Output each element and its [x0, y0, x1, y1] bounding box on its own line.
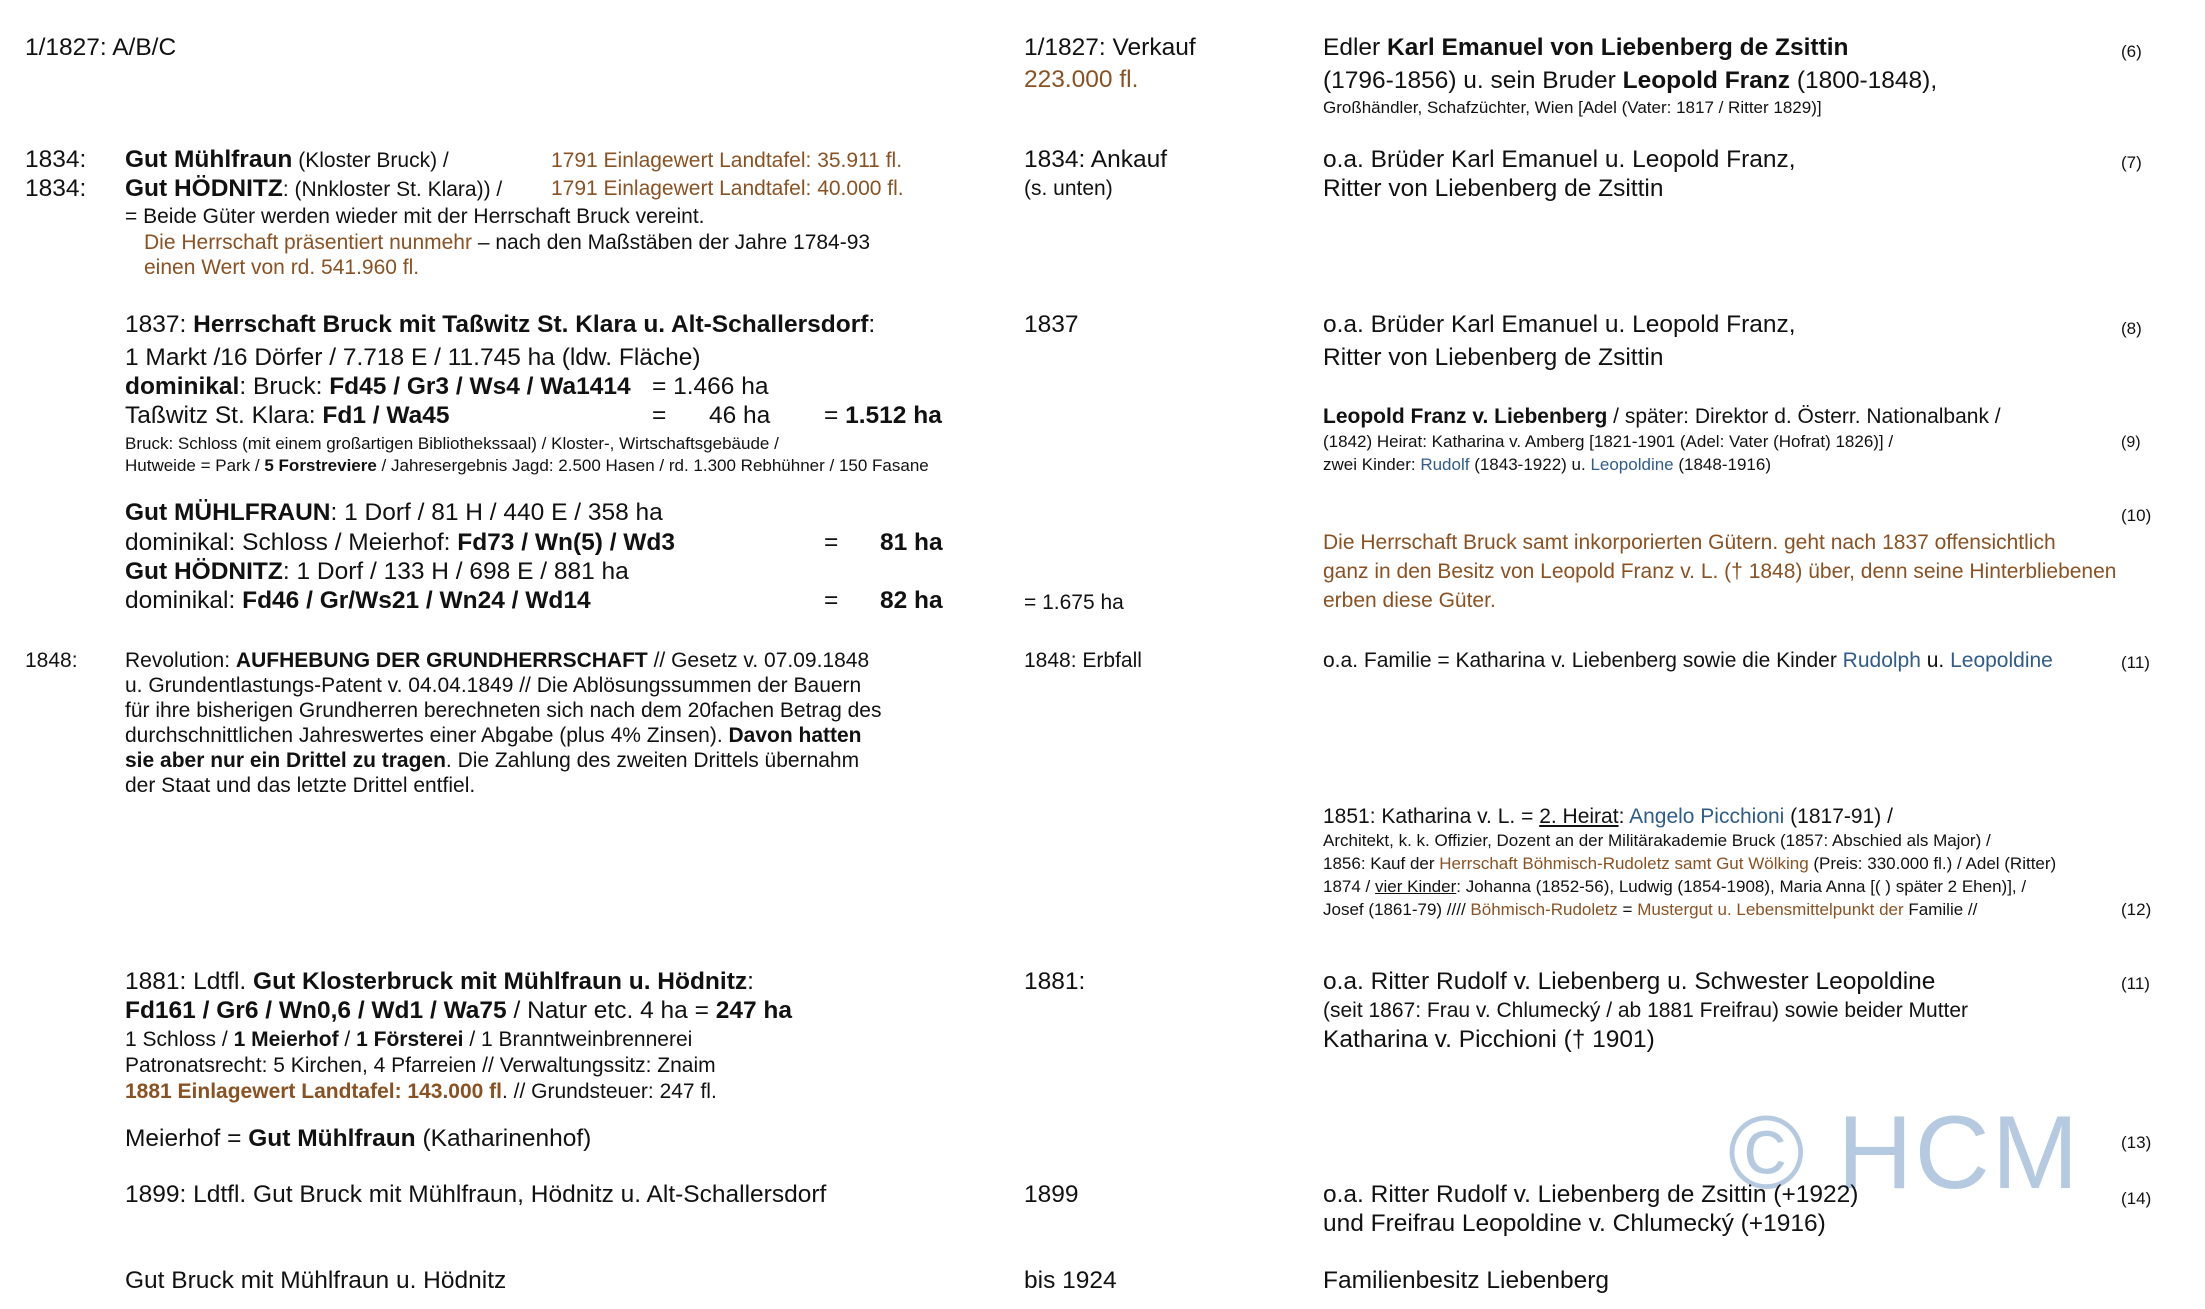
entry-muehlfraun-summary: Gut MÜHLFRAUN: 1 Dorf / 81 H / 440 E / 358 ha: [125, 499, 663, 526]
entry-leopold-marriage: (1842) Heirat: Katharina v. Amberg [1821-1901 (Adel: Vater (Hofrat) 1826)] /: [1323, 432, 1894, 451]
footnote-ref-13: (13): [2121, 1133, 2152, 1152]
entry-1899-year: 1899: [1024, 1181, 1079, 1208]
entry-1856-purchase: 1856: Kauf der Herrschaft Böhmisch-Rudoletz samt Gut Wölking (Preis: 330.000 fl.) / Adel (Ritter): [1323, 854, 2057, 873]
entry-muehlfraun-total: 81 ha: [880, 529, 943, 556]
entry-hoednitz-total: 82 ha: [880, 587, 943, 614]
entry-1924-owner: Familienbesitz Liebenberg: [1323, 1267, 1609, 1294]
entry-1848-owner: o.a. Familie = Katharina v. Liebenberg sowie die Kinder Rudolph u. Leopoldine: [1323, 649, 2053, 672]
entry-1834-value-note: Die Herrschaft präsentiert nunmehr – nach den Maßstäben der Jahre 1784-93: [144, 231, 871, 254]
entry-1837-tasswitz-total: 46 ha: [709, 402, 771, 429]
entry-1881-owner-line1: o.a. Ritter Rudolf v. Liebenberg u. Schwester Leopoldine: [1323, 968, 1936, 995]
entry-1881-patronage: Patronatsrecht: 5 Kirchen, 4 Pfarreien // Verwaltungssitz: Znaim: [125, 1054, 716, 1077]
entry-1837-tasswitz-eq: =: [652, 402, 667, 429]
entry-1837-bruck-parcels: dominikal: Bruck: Fd45 / Gr3 / Ws4 / Wa1414: [125, 373, 631, 400]
entry-1827-objects: 1/1827: A/B/C: [25, 34, 177, 61]
entry-leopold-children: zwei Kinder: Rudolf (1843-1922) u. Leopoldine (1848-1916): [1323, 455, 1771, 474]
entry-1837-owner-line2: Ritter von Liebenberg de Zsittin: [1323, 344, 1664, 371]
entry-1851-career: Architekt, k. k. Offizier, Dozent an der Militärakademie Bruck (1857: Abschied als Major) /: [1323, 831, 1991, 850]
entry-1834-year-b: 1834:: [25, 175, 87, 202]
entry-combined-total: = 1.675 ha: [1024, 591, 1124, 614]
footnote-ref-8: (8): [2121, 319, 2142, 338]
entry-muehlfraun-eq: =: [824, 529, 839, 556]
entry-1851-marriage: 1851: Katharina v. L. = 2. Heirat: Angelo Picchioni (1817-91) /: [1323, 805, 1893, 828]
entry-1827-owner-line1: Edler Karl Emanuel von Liebenberg de Zsittin: [1323, 34, 1849, 61]
entry-1837-hunting: Hutweide = Park / 5 Forstreviere / Jahresergebnis Jagd: 2.500 Hasen / rd. 1.300 Rebhühner / 150 Fasane: [125, 456, 929, 475]
entry-1848-line5: sie aber nur ein Drittel zu tragen. Die Zahlung des zweiten Drittels übernahm: [125, 749, 860, 772]
entry-1837-year: 1837: [1024, 311, 1079, 338]
entry-1834-estate-muehlfraun: Gut Mühlfraun (Kloster Bruck) /: [125, 146, 449, 173]
entry-inheritance-note-1: Die Herrschaft Bruck samt inkorporierten Gütern. geht nach 1837 offensichtlich: [1323, 531, 2056, 554]
entry-1834-owner-line1: o.a. Brüder Karl Emanuel u. Leopold Franz,: [1323, 146, 1796, 173]
entry-hoednitz-eq: =: [824, 587, 839, 614]
entry-1834-value-total: einen Wert von rd. 541.960 fl.: [144, 256, 420, 279]
entry-1848-line6: der Staat und das letzte Drittel entfiel.: [125, 774, 476, 797]
entry-inheritance-note-3: erben diese Güter.: [1323, 589, 1496, 612]
entry-1848-line4: durchschnittlichen Jahreswertes einer Abgabe (plus 4% Zinsen). Davon hatten: [125, 724, 862, 747]
entry-1837-area: 1 Markt /16 Dörfer / 7.718 E / 11.745 ha (ldw. Fläche): [125, 344, 701, 371]
footnote-ref-7: (7): [2121, 153, 2142, 172]
footnote-ref-9: (9): [2121, 434, 2141, 451]
footnote-ref-14: (14): [2121, 1189, 2152, 1208]
entry-1834-value-hoednitz: 1791 Einlagewert Landtafel: 40.000 fl.: [551, 177, 904, 200]
entry-1881-buildings: 1 Schloss / 1 Meierhof / 1 Försterei / 1 Branntweinbrennerei: [125, 1028, 693, 1051]
entry-1848-transaction: 1848: Erbfall: [1024, 649, 1142, 672]
entry-1834-year-a: 1834:: [25, 146, 87, 173]
entry-1881-value: 1881 Einlagewert Landtafel: 143.000 fl. // Grundsteuer: 247 fl.: [125, 1080, 717, 1103]
entry-muehlfraun-parcels: dominikal: Schloss / Meierhof: Fd73 / Wn(5) / Wd3: [125, 529, 676, 556]
entry-1827-transaction: 1/1827: Verkauf: [1024, 34, 1196, 61]
entry-1837-tasswitz-parcels: Taßwitz St. Klara: Fd1 / Wa45: [125, 402, 450, 429]
copyright-watermark: © HCM: [1728, 1095, 2081, 1211]
entry-1924-period: bis 1924: [1024, 1267, 1117, 1294]
entry-1834-owner-line2: Ritter von Liebenberg de Zsittin: [1323, 175, 1664, 202]
entry-1881-owner-line3: Katharina v. Picchioni († 1901): [1323, 1026, 1655, 1053]
entry-1837-owner-line1: o.a. Brüder Karl Emanuel u. Leopold Franz,: [1323, 311, 1796, 338]
entry-1837-grand-total: = 1.512 ha: [824, 402, 942, 429]
entry-1881-year: 1881:: [1024, 968, 1086, 995]
entry-1924-title: Gut Bruck mit Mühlfraun u. Hödnitz: [125, 1267, 507, 1294]
entry-1827-owner-note: Großhändler, Schafzüchter, Wien [Adel (Vater: 1817 / Ritter 1829)]: [1323, 98, 1822, 117]
entry-1881-parcels: Fd161 / Gr6 / Wn0,6 / Wd1 / Wa75 / Natur etc. 4 ha = 247 ha: [125, 997, 792, 1024]
entry-meierhof: Meierhof = Gut Mühlfraun (Katharinenhof): [125, 1125, 592, 1152]
footnote-ref-11b: (11): [2121, 974, 2150, 993]
entry-1848-line1: Revolution: AUFHEBUNG DER GRUNDHERRSCHAFT // Gesetz v. 07.09.1848: [125, 649, 870, 672]
entry-hoednitz-summary: Gut HÖDNITZ: 1 Dorf / 133 H / 698 E / 881 ha: [125, 558, 629, 585]
footnote-ref-11a: (11): [2121, 653, 2150, 672]
footnote-ref-12: (12): [2121, 900, 2152, 919]
entry-hoednitz-parcels: dominikal: Fd46 / Gr/Ws21 / Wn24 / Wd14: [125, 587, 591, 614]
entry-1834-see-below: (s. unten): [1024, 177, 1113, 200]
entry-1899-title: 1899: Ldtfl. Gut Bruck mit Mühlfraun, Hödnitz u. Alt-Schallersdorf: [125, 1181, 827, 1208]
entry-1899-owner-line1: o.a. Ritter Rudolf v. Liebenberg de Zsittin (+1922): [1323, 1181, 1859, 1208]
entry-1837-bruck-total: = 1.466 ha: [652, 373, 769, 400]
entry-1899-owner-line2: und Freifrau Leopoldine v. Chlumecký (+1916): [1323, 1210, 1826, 1237]
entry-1848-line3: für ihre bisherigen Grundherren berechneten sich nach dem 20fachen Betrag des: [125, 699, 882, 722]
footnote-ref-10: (10): [2121, 506, 2152, 525]
entry-1834-note: = Beide Güter werden wieder mit der Herrschaft Bruck vereint.: [125, 205, 705, 228]
entry-1834-transaction: 1834: Ankauf: [1024, 146, 1168, 173]
entry-1848-line2: u. Grundentlastungs-Patent v. 04.04.1849 // Die Ablösungssummen der Bauern: [125, 674, 862, 697]
entry-1837-title: 1837: Herrschaft Bruck mit Taßwitz St. Klara u. Alt-Schallersdorf:: [125, 311, 876, 338]
footnote-ref-6: (6): [2121, 42, 2142, 61]
entry-inheritance-note-2: ganz in den Besitz von Leopold Franz v. L. († 1848) über, denn seine Hinterbliebenen: [1323, 560, 2117, 583]
entry-1881-owner-line2: (seit 1867: Frau v. Chlumecký / ab 1881 Freifrau) sowie beider Mutter: [1323, 999, 1969, 1022]
entry-rudoletz-note: Josef (1861-79) //// Böhmisch-Rudoletz = Mustergut u. Lebensmittelpunkt der Familie //: [1323, 900, 1978, 919]
entry-1848-year: 1848:: [25, 649, 78, 672]
entry-1874-children: 1874 / vier Kinder: Johanna (1852-56), Ludwig (1854-1908), Maria Anna [( ) später 2 Ehen)], /: [1323, 877, 2027, 896]
entry-1834-value-muehlfraun: 1791 Einlagewert Landtafel: 35.911 fl.: [551, 149, 903, 172]
entry-1834-estate-hoednitz: Gut HÖDNITZ: (Nnkloster St. Klara)) /: [125, 175, 503, 202]
entry-1837-buildings: Bruck: Schloss (mit einem großartigen Bibliothekssaal) / Kloster-, Wirtschaftsgebäude /: [125, 434, 779, 453]
entry-1827-owner-line2: (1796-1856) u. sein Bruder Leopold Franz (1800-1848),: [1323, 67, 1938, 94]
entry-1881-title: 1881: Ldtfl. Gut Klosterbruck mit Mühlfraun u. Hödnitz:: [125, 968, 754, 995]
entry-leopold-bio: Leopold Franz v. Liebenberg / später: Direktor d. Österr. Nationalbank /: [1323, 405, 2001, 428]
entry-1827-price: 223.000 fl.: [1024, 66, 1139, 93]
